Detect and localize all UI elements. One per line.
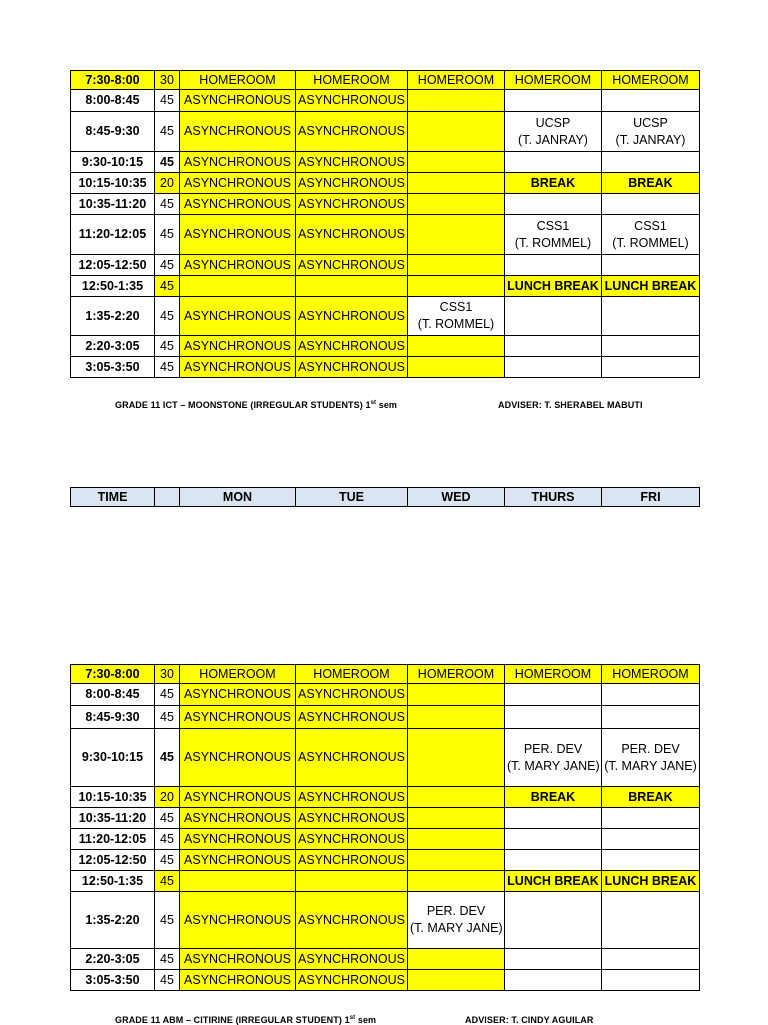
wed-cell — [408, 297, 505, 336]
tue-cell: ASYNCHRONOUS — [296, 850, 408, 871]
teacher-label: (T. JANRAY) — [518, 132, 588, 147]
fri-cell — [602, 357, 700, 378]
table-row — [71, 276, 700, 297]
subject-label: PER. DEV — [621, 741, 680, 756]
mon-cell: ASYNCHRONOUS — [180, 357, 296, 378]
teacher-label: (T. ROMMEL) — [612, 235, 689, 250]
wed-cell: HOMEROOM — [408, 71, 505, 90]
duration-cell: 45 — [155, 829, 180, 850]
header-mon: MON — [180, 488, 296, 507]
duration-cell: 45 — [155, 970, 180, 991]
tue-cell: ASYNCHRONOUS — [296, 706, 408, 729]
fri-cell — [602, 706, 700, 729]
mon-cell: ASYNCHRONOUS — [180, 829, 296, 850]
wed-cell — [408, 112, 505, 152]
subject-label: CSS1 — [634, 218, 667, 233]
duration-cell: 45 — [155, 949, 180, 970]
time-cell: 11:20-12:05 — [71, 829, 155, 850]
thu-cell: HOMEROOM — [505, 665, 602, 684]
fri-cell — [602, 729, 700, 787]
tue-cell — [296, 871, 408, 892]
table-row — [71, 665, 700, 684]
teacher-label: (T. ROMMEL) — [417, 317, 495, 331]
thu-cell — [505, 90, 602, 112]
header-fri: FRI — [602, 488, 700, 507]
mon-cell: HOMEROOM — [180, 665, 296, 684]
subject-label: PER. DEV — [523, 741, 583, 756]
fri-cell: BREAK — [602, 173, 700, 194]
thu-cell: LUNCH BREAK — [505, 276, 602, 297]
duration-cell: 45 — [155, 357, 180, 378]
duration-cell: 30 — [155, 665, 180, 684]
time-cell: 7:30-8:00 — [71, 71, 155, 90]
duration-cell: 20 — [155, 787, 180, 808]
adviser-caption-moonstone: ADVISER: T. SHERABEL MABUTI — [498, 400, 643, 410]
fri-cell — [602, 970, 700, 991]
wed-cell — [408, 829, 505, 850]
wed-cell — [408, 255, 505, 276]
teacher-label: (T. JANRAY) — [615, 132, 686, 147]
wed-cell — [408, 729, 505, 787]
header-thu: THURS — [505, 488, 602, 507]
subject-label: CSS1 — [439, 300, 473, 314]
thu-cell: HOMEROOM — [505, 71, 602, 90]
table-row — [71, 152, 700, 173]
thu-cell — [505, 255, 602, 276]
wed-cell: HOMEROOM — [408, 665, 505, 684]
fri-cell — [602, 194, 700, 215]
duration-cell: 45 — [155, 706, 180, 729]
time-cell: 12:05-12:50 — [71, 255, 155, 276]
thu-cell — [505, 152, 602, 173]
subject-label: PER. DEV — [426, 904, 486, 918]
wed-cell — [408, 90, 505, 112]
mon-cell: ASYNCHRONOUS — [180, 706, 296, 729]
fri-cell — [602, 336, 700, 357]
wed-cell — [408, 871, 505, 892]
thu-cell: BREAK — [505, 173, 602, 194]
duration-cell: 20 — [155, 173, 180, 194]
table-row — [71, 684, 700, 706]
mon-cell: ASYNCHRONOUS — [180, 684, 296, 706]
time-cell: 12:50-1:35 — [71, 276, 155, 297]
tue-cell: HOMEROOM — [296, 71, 408, 90]
time-cell: 2:20-3:05 — [71, 949, 155, 970]
time-cell: 7:30-8:00 — [71, 665, 155, 684]
tue-cell — [296, 276, 408, 297]
fri-cell — [602, 255, 700, 276]
table-row — [71, 112, 700, 152]
wed-cell — [408, 970, 505, 991]
table-row — [71, 90, 700, 112]
mon-cell: ASYNCHRONOUS — [180, 255, 296, 276]
wed-cell — [408, 684, 505, 706]
wed-cell — [408, 357, 505, 378]
mon-cell — [180, 276, 296, 297]
tue-cell: ASYNCHRONOUS — [296, 173, 408, 194]
thu-cell — [505, 850, 602, 871]
wed-cell — [408, 892, 505, 949]
wed-cell — [408, 787, 505, 808]
teacher-label: (T. MARY JANE) — [507, 758, 600, 773]
duration-cell: 45 — [155, 850, 180, 871]
table-row — [71, 215, 700, 255]
thu-cell — [505, 892, 602, 949]
duration-cell: 45 — [155, 871, 180, 892]
table-row — [71, 706, 700, 729]
time-cell: 9:30-10:15 — [71, 729, 155, 787]
header-tue: TUE — [296, 488, 408, 507]
tue-cell: ASYNCHRONOUS — [296, 829, 408, 850]
tue-cell: ASYNCHRONOUS — [296, 949, 408, 970]
thu-cell: BREAK — [505, 787, 602, 808]
table-row — [71, 949, 700, 970]
thu-cell — [505, 729, 602, 787]
mon-cell: HOMEROOM — [180, 71, 296, 90]
wed-cell — [408, 808, 505, 829]
fri-cell — [602, 808, 700, 829]
tue-cell: ASYNCHRONOUS — [296, 152, 408, 173]
fri-cell — [602, 215, 700, 255]
tue-cell: ASYNCHRONOUS — [296, 808, 408, 829]
wed-cell — [408, 215, 505, 255]
table-row — [71, 297, 700, 336]
table-row — [71, 871, 700, 892]
mon-cell: ASYNCHRONOUS — [180, 297, 296, 336]
wed-cell — [408, 152, 505, 173]
wed-cell — [408, 706, 505, 729]
time-cell: 8:45-9:30 — [71, 112, 155, 152]
duration-cell: 45 — [155, 112, 180, 152]
thu-cell — [505, 706, 602, 729]
duration-cell: 45 — [155, 90, 180, 112]
table-row — [71, 336, 700, 357]
time-cell: 8:00-8:45 — [71, 90, 155, 112]
thu-cell — [505, 684, 602, 706]
tue-cell: ASYNCHRONOUS — [296, 970, 408, 991]
tue-cell: ASYNCHRONOUS — [296, 729, 408, 787]
mon-cell: ASYNCHRONOUS — [180, 729, 296, 787]
mon-cell: ASYNCHRONOUS — [180, 336, 296, 357]
time-cell: 3:05-3:50 — [71, 357, 155, 378]
subject-label: UCSP — [633, 115, 668, 130]
wed-cell — [408, 336, 505, 357]
class-caption-moonstone: GRADE 11 ICT – MOONSTONE (IRREGULAR STUDENTS) 1st sem — [115, 400, 398, 410]
time-cell: 2:20-3:05 — [71, 336, 155, 357]
mon-cell: ASYNCHRONOUS — [180, 173, 296, 194]
table-row — [71, 892, 700, 949]
duration-cell: 45 — [155, 892, 180, 949]
tue-cell: ASYNCHRONOUS — [296, 336, 408, 357]
wed-cell — [408, 173, 505, 194]
tue-cell: ASYNCHRONOUS — [296, 194, 408, 215]
table-row — [71, 829, 700, 850]
time-cell: 1:35-2:20 — [71, 892, 155, 949]
class-caption-citirine: GRADE 11 ABM – CITIRINE (IRREGULAR STUDENT) 1st sem — [115, 1015, 377, 1025]
table-row — [71, 729, 700, 787]
fri-cell: LUNCH BREAK — [602, 871, 700, 892]
fri-cell — [602, 90, 700, 112]
mon-cell: ASYNCHRONOUS — [180, 892, 296, 949]
header-time: TIME — [71, 488, 155, 507]
time-cell: 8:45-9:30 — [71, 706, 155, 729]
mon-cell: ASYNCHRONOUS — [180, 215, 296, 255]
duration-cell: 30 — [155, 71, 180, 90]
mon-cell: ASYNCHRONOUS — [180, 808, 296, 829]
tue-cell: ASYNCHRONOUS — [296, 215, 408, 255]
tue-cell: ASYNCHRONOUS — [296, 684, 408, 706]
time-cell: 9:30-10:15 — [71, 152, 155, 173]
time-cell: 10:35-11:20 — [71, 194, 155, 215]
thu-cell — [505, 808, 602, 829]
teacher-label: (T. MARY JANE) — [604, 758, 697, 773]
duration-cell: 45 — [155, 194, 180, 215]
duration-cell: 45 — [155, 152, 180, 173]
mon-cell: ASYNCHRONOUS — [180, 194, 296, 215]
duration-cell: 45 — [155, 729, 180, 787]
fri-cell: HOMEROOM — [602, 665, 700, 684]
fri-cell — [602, 152, 700, 173]
thu-cell — [505, 297, 602, 336]
duration-cell: 45 — [155, 684, 180, 706]
tue-cell: ASYNCHRONOUS — [296, 787, 408, 808]
table-row — [71, 808, 700, 829]
duration-cell: 45 — [155, 276, 180, 297]
schedule-table-citirine — [70, 664, 700, 991]
time-cell: 1:35-2:20 — [71, 297, 155, 336]
table-row — [71, 71, 700, 90]
thu-cell — [505, 829, 602, 850]
tue-cell: ASYNCHRONOUS — [296, 297, 408, 336]
table-row — [71, 194, 700, 215]
time-cell: 10:15-10:35 — [71, 787, 155, 808]
mon-cell: ASYNCHRONOUS — [180, 112, 296, 152]
fri-cell: BREAK — [602, 787, 700, 808]
tue-cell: HOMEROOM — [296, 665, 408, 684]
duration-cell: 45 — [155, 215, 180, 255]
thu-cell — [505, 112, 602, 152]
fri-cell — [602, 297, 700, 336]
time-cell: 12:50-1:35 — [71, 871, 155, 892]
teacher-label: (T. MARY JANE) — [410, 921, 503, 935]
duration-cell: 45 — [155, 255, 180, 276]
header-blank — [155, 488, 180, 507]
tue-cell: ASYNCHRONOUS — [296, 255, 408, 276]
mon-cell: ASYNCHRONOUS — [180, 850, 296, 871]
time-cell: 12:05-12:50 — [71, 850, 155, 871]
time-cell: 10:15-10:35 — [71, 173, 155, 194]
fri-cell — [602, 892, 700, 949]
thu-cell — [505, 949, 602, 970]
wed-cell — [408, 850, 505, 871]
duration-cell: 45 — [155, 808, 180, 829]
table-row — [71, 787, 700, 808]
time-cell: 11:20-12:05 — [71, 215, 155, 255]
time-cell: 10:35-11:20 — [71, 808, 155, 829]
duration-cell: 45 — [155, 336, 180, 357]
fri-cell — [602, 112, 700, 152]
thu-cell — [505, 215, 602, 255]
thu-cell — [505, 970, 602, 991]
fri-cell: LUNCH BREAK — [602, 276, 700, 297]
wed-cell — [408, 949, 505, 970]
fri-cell: HOMEROOM — [602, 71, 700, 90]
subject-label: CSS1 — [536, 218, 570, 233]
header-wed: WED — [408, 488, 505, 507]
thu-cell — [505, 194, 602, 215]
subject-label: UCSP — [535, 115, 571, 130]
time-cell: 8:00-8:45 — [71, 684, 155, 706]
mon-cell — [180, 871, 296, 892]
table-row — [71, 970, 700, 991]
mon-cell: ASYNCHRONOUS — [180, 787, 296, 808]
mon-cell: ASYNCHRONOUS — [180, 152, 296, 173]
table-row — [71, 173, 700, 194]
fri-cell — [602, 850, 700, 871]
adviser-caption-citirine: ADVISER: T. CINDY AGUILAR — [465, 1015, 594, 1025]
tue-cell: ASYNCHRONOUS — [296, 357, 408, 378]
table-row — [71, 850, 700, 871]
tue-cell: ASYNCHRONOUS — [296, 892, 408, 949]
mon-cell: ASYNCHRONOUS — [180, 970, 296, 991]
mon-cell: ASYNCHRONOUS — [180, 949, 296, 970]
thu-cell — [505, 336, 602, 357]
fri-cell — [602, 684, 700, 706]
mon-cell: ASYNCHRONOUS — [180, 90, 296, 112]
teacher-label: (T. ROMMEL) — [514, 235, 592, 250]
wed-cell — [408, 194, 505, 215]
day-header-row — [70, 487, 700, 507]
fri-cell — [602, 949, 700, 970]
tue-cell: ASYNCHRONOUS — [296, 112, 408, 152]
duration-cell: 45 — [155, 297, 180, 336]
fri-cell — [602, 829, 700, 850]
time-cell: 3:05-3:50 — [71, 970, 155, 991]
tue-cell: ASYNCHRONOUS — [296, 90, 408, 112]
schedule-table-moonstone — [70, 70, 700, 378]
wed-cell — [408, 276, 505, 297]
thu-cell: LUNCH BREAK — [505, 871, 602, 892]
table-row — [71, 255, 700, 276]
table-row — [71, 357, 700, 378]
thu-cell — [505, 357, 602, 378]
